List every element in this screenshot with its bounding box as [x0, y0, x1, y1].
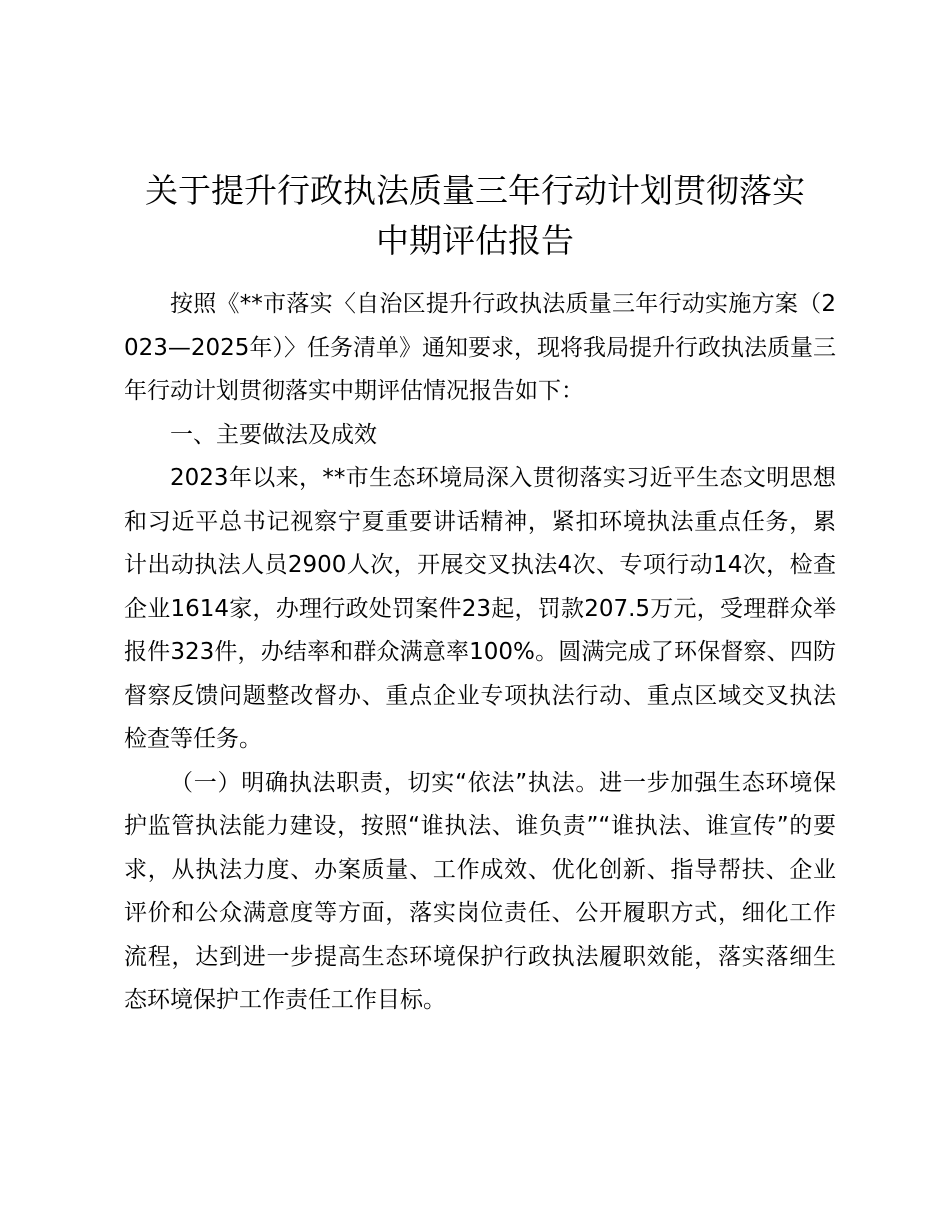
- intro-paragraph: 按照《**市落实〈自治区提升行政执法质量三年行动实施方案（2023—2025年）〉任务清单》通知要求，现将我局提升行政执法质量三年行动计划贯彻落实中期评估情况报告如下：: [124, 291, 836, 404]
- document-body: [124, 283, 836, 1023]
- title-line-2: 中期评估报告: [376, 221, 574, 260]
- document-title: [100, 166, 850, 266]
- section-heading-1: 一、主要做法及成效: [170, 421, 377, 448]
- section-1-paragraph: 2023年以来，**市生态环境局深入贯彻落实习近平生态文明思想和习近平总书记视察宁夏重要讲话精神，紧扣环境执法重点任务，累计出动执法人员2900人次，开展交叉执法4次、专项行动14次，检查企业1614家，办理行政处罚案件23起，罚款207.5万元，受理群众举报件323件，办结率和群众满意率100%。圆满完成了环保督察、四防督察反馈问题整改督办、重点企业专项执法行动、重点区域交叉执法检查等任务。: [124, 465, 836, 752]
- title-line-1: 关于提升行政执法质量三年行动计划贯彻落实: [145, 171, 805, 210]
- subsection-1-paragraph: （一）明确执法职责，切实“依法”执法。进一步加强生态环境保护监管执法能力建设，按照“谁执法、谁负责”“谁执法、谁宣传”的要求，从执法力度、办案质量、工作成效、优化创新、指导帮扶、企业评价和公众满意度等方面，落实岗位责任、公开履职方式，细化工作流程，达到进一步提高生态环境保护行政执法履职效能，落实落细生态环境保护工作责任工作目标。: [124, 769, 836, 1013]
